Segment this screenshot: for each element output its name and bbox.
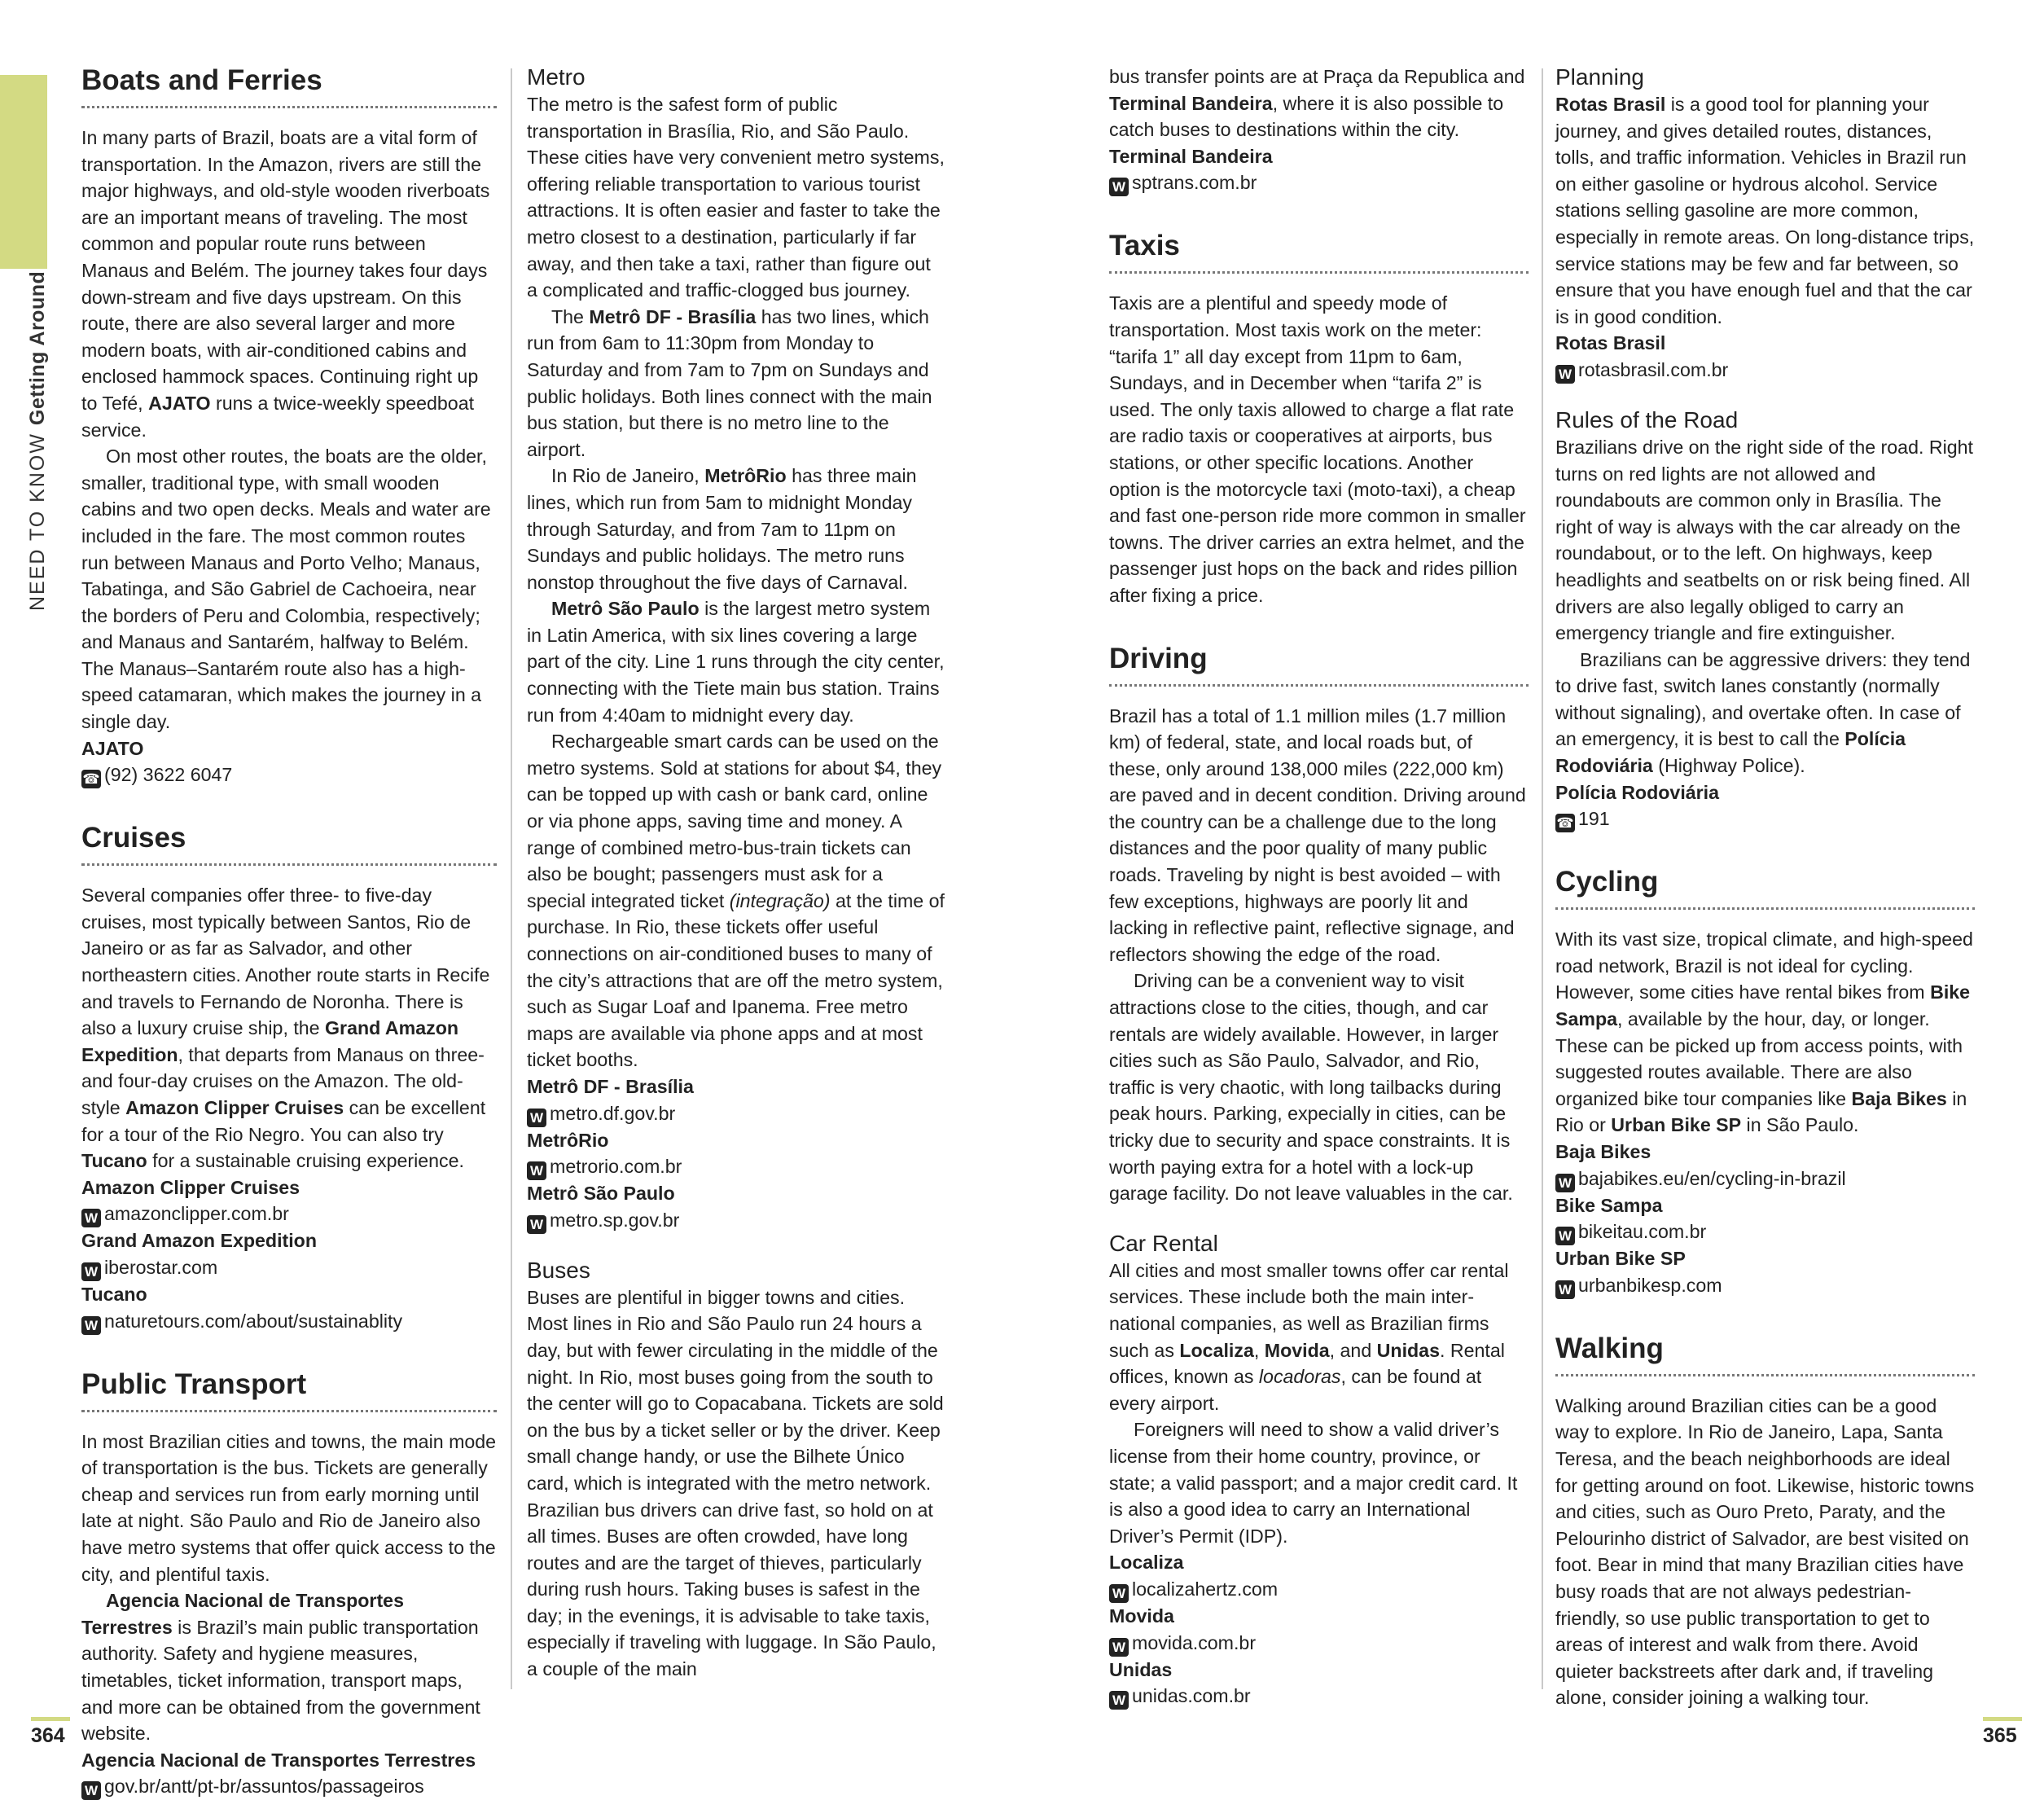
- text-run: On most other routes, the boats are the older, smaller, traditional type, with small wooden cabins and two open decks. Meals and water are included in the fare. The most common routes run between Manaus and Porto Velho; Manaus, Tabatinga, and São Gabriel de Cachoeira, near the borders of Peru and Colombia, respectively; and Manaus and Santarém, halfway to Belém. The Manaus–Santarém route also has a high-speed catamaran, which makes the journey in a single day.: [81, 446, 491, 733]
- text-run: , that departs from Manaus on three- and four-day cruises on the Amazon. The old-style: [81, 1043, 485, 1118]
- section-spacer: [1555, 384, 1975, 406]
- body-paragraph: [1109, 1416, 1529, 1549]
- text-run: In many parts of Brazil, boats are a vital form of transportation. In the Amazon, rivers are still the major highways, and old-style wooden riverboats are an important means of traveling. The most common and popular route runs between Manaus and Belém. The journey takes four days down-stream and five days upstream. On this route, there are also several larger and more modern boats, with air-conditioned cabins and enclosed hammock spaces. Continuing right up to Tefé,: [81, 127, 490, 414]
- phone-listing: [81, 762, 497, 788]
- text-run: in São Paulo.: [1741, 1114, 1859, 1136]
- page-accent-bar: [1983, 1717, 2022, 1721]
- body-paragraph: [1555, 434, 1975, 647]
- bold-term: Movida: [1264, 1339, 1330, 1361]
- body-paragraph: [1555, 1393, 1975, 1711]
- listing-name: Polícia Rodoviária: [1555, 781, 1720, 803]
- listing-name: Amazon Clipper Cruises: [81, 1176, 300, 1198]
- body-paragraph: [527, 91, 946, 304]
- page-number-right: 365: [1983, 1724, 2017, 1747]
- text-run: Brazil has a total of 1.1 million miles (1.7 million km) of federal, state, and local roads but, of these, only around 138,000 miles (222,000 km) are paved and in decent condition. Driving around the country can be a challenge due to the long distances and the poor quality of many public roads. Traveling by night is best avoided – with few exceptions, highways are poorly lit and lacking in reflective paint, reflective signage, and reflectors showing the edge of the road.: [1109, 705, 1526, 965]
- website-url: localizahertz.com: [1132, 1578, 1279, 1600]
- section-heading: Walking: [1555, 1332, 1975, 1376]
- phone-listing: [1555, 806, 1975, 832]
- italic-term: locadoras: [1258, 1366, 1341, 1388]
- text-run: (Highway Police).: [1652, 755, 1805, 777]
- section-spacer: [1555, 832, 1975, 865]
- subsection-heading: Metro: [527, 64, 586, 90]
- text-run: Taxis are a plentiful and speedy mode of transportation. Most taxis work on the meter: “tarifa 1” all day except from 11pm to 6am, Sundays, and in December when “tarifa 2” is used. The only taxis allowed to charge a flat rate are radio taxis or cooperatives at airports, bus stations, or other specific locations. Another option is the motorcycle taxi (moto-taxi), a cheap and fast one-person ride more common in smaller towns. The driver carries an extra helmet, and the passenger just hops on the back and rides pillion after fixing a price.: [1109, 292, 1526, 606]
- bold-term: MetrôRio: [704, 465, 787, 487]
- margin-topic: Getting Around: [26, 270, 49, 426]
- listing-name: Metrô São Paulo: [527, 1183, 675, 1205]
- section-spacer: [81, 788, 497, 821]
- website-listing: [1555, 1166, 1975, 1192]
- website-listing: [81, 1254, 497, 1281]
- column-2: [527, 64, 946, 1683]
- bold-term: Metrô São Paulo: [551, 598, 700, 620]
- website-url: metro.df.gov.br: [550, 1102, 676, 1124]
- body-paragraph: [527, 304, 946, 463]
- column-3: [1109, 64, 1529, 1710]
- text-run: is a good tool for planning your journey, and gives detailed routes, distances, tolls, and traffic information. Vehicles in Brazil run on either gasoline or hydrous alcohol. Service stations selling gasoline are more common, especially in remote areas. On long-distance trips, service stations may be few and far between, so ensure that you have enough fuel and that the car is in good condition.: [1555, 94, 1975, 327]
- body-paragraph: [81, 443, 497, 735]
- website-url: metro.sp.gov.br: [550, 1209, 680, 1231]
- text-run: in Rio or: [1555, 1087, 1967, 1136]
- listing-name: Baja Bikes: [1555, 1141, 1651, 1162]
- bold-term: Rotas Brasil: [1555, 94, 1666, 115]
- subsection-heading: Rules of the Road: [1555, 406, 1739, 432]
- listing-name: Bike Sampa: [1555, 1194, 1663, 1216]
- section-heading: Public Transport: [81, 1368, 497, 1412]
- text-run: , and: [1329, 1339, 1377, 1361]
- web-icon: W: [81, 1316, 101, 1335]
- bold-term: Amazon Clipper Cruises: [125, 1097, 344, 1118]
- web-icon: W: [1555, 1174, 1575, 1192]
- body-paragraph: [527, 1284, 946, 1683]
- text-run: has three main lines, which run from 5am to midnight Monday through Saturday, and from 7am to 11pm on Sundays and public holidays. The metro runs nonstop throughout the five days of Carnaval.: [527, 465, 917, 593]
- website-listing: [1555, 1272, 1975, 1299]
- text-run: Buses are plentiful in bigger towns and cities. Most lines in Rio and São Paulo run 24 hours a day, but with fewer circulating in the middle of the night. In Rio, most buses going from the south to the center will go to Copacabana. Tickets are sold on the bus by a ticket seller or by the driver. Keep small change handy, or use the Bilhete Único card, which is integrated with the metro network. Brazilian bus drivers can drive fast, so hold on at all times. Buses are often crowded, have long routes and are the target of thieves, particularly during rush hours. Taking buses is safest in the day; in the evenings, it is advisable to take taxis, especially if traveling with luggage. In São Paulo, a couple of the main: [527, 1286, 944, 1680]
- body-paragraph: [527, 595, 946, 728]
- text-run: Several companies offer three- to five-day cruises, most typically between Santos, Rio de Janeiro or as far as Salvador, and other northeastern cities. Another route starts in Recife and travels to Fernando de Noronha. There is also a luxury cruise ship, the: [81, 885, 490, 1039]
- section-spacer: [527, 1234, 946, 1257]
- bold-term: Bike Sampa: [1555, 981, 1971, 1030]
- section-spacer: [81, 1335, 497, 1368]
- website-listing: [1109, 169, 1529, 196]
- website-url: iberostar.com: [104, 1256, 218, 1278]
- web-icon: W: [1109, 1691, 1129, 1710]
- page-accent-bar: [31, 1717, 70, 1721]
- bold-term: Urban Bike SP: [1611, 1114, 1742, 1136]
- subsection-heading: Planning: [1555, 64, 1644, 90]
- body-paragraph: [1555, 647, 1975, 779]
- column-divider: [1542, 68, 1543, 1689]
- subsection-heading: Car Rental: [1109, 1230, 1218, 1256]
- subsection-heading: Buses: [527, 1257, 590, 1283]
- web-icon: W: [1555, 1227, 1575, 1245]
- text-run: The metro is the safest form of public transportation in Brasília, Rio, and São Paulo. These cities have very convenient metro systems, offering reliable transportation to various tourist attractions. It is often easier and faster to take the metro closest to a destination, particularly if far away, and then take a taxi, rather than figure out a complicated and traffic-clogged bus journey.: [527, 94, 945, 301]
- text-run: In Rio de Janeiro,: [551, 465, 705, 487]
- bold-term: Localiza: [1179, 1339, 1254, 1361]
- web-icon: W: [81, 1781, 101, 1800]
- page-number-left: 364: [31, 1724, 65, 1747]
- website-url: urbanbikesp.com: [1578, 1274, 1722, 1296]
- italic-term: (integração): [729, 889, 831, 911]
- bold-term: Tucano: [81, 1150, 147, 1172]
- text-run: bus transfer points are at Praça da Republica and: [1109, 66, 1525, 87]
- text-run: runs a twice-weekly speedboat service.: [81, 392, 475, 441]
- web-icon: W: [527, 1215, 546, 1234]
- listing-name: Tucano: [81, 1283, 147, 1305]
- body-paragraph: [1109, 64, 1529, 143]
- section-heading: Cycling: [1555, 865, 1975, 910]
- listing-name: Metrô DF - Brasília: [527, 1075, 694, 1097]
- section-heading: Cruises: [81, 821, 497, 866]
- text-run: , where it is also possible to catch buses to destinations within the city.: [1109, 92, 1504, 141]
- body-paragraph: [1109, 1258, 1529, 1417]
- website-listing: [527, 1100, 946, 1127]
- website-url: metrorio.com.br: [550, 1156, 682, 1178]
- website-listing: [1555, 357, 1975, 384]
- web-icon: W: [1555, 365, 1575, 384]
- phone-number: (92) 3622 6047: [104, 764, 233, 786]
- section-spacer: [1109, 1207, 1529, 1230]
- text-run: The: [551, 305, 590, 327]
- web-icon: W: [81, 1209, 101, 1227]
- text-run: In most Brazilian cities and towns, the main mode of transportation is the bus. Tickets are generally cheap and services run from early morning until late at night. São Paulo and Rio de Janeiro also have metro systems that offer quick access to the city, and plentiful taxis.: [81, 1430, 497, 1585]
- website-url: unidas.com.br: [1132, 1685, 1251, 1707]
- listing-name: Rotas Brasil: [1555, 332, 1666, 354]
- text-run: Foreigners will need to show a valid driver’s license from their home country, province, or state; a valid passport; and a major credit card. It is also a good idea to carry an International Driver’s Permit (IDP).: [1109, 1419, 1518, 1547]
- listing-name: AJATO: [81, 737, 144, 759]
- website-listing: [1109, 1576, 1529, 1603]
- website-url: bikeitau.com.br: [1578, 1221, 1707, 1243]
- section-heading: Taxis: [1109, 229, 1529, 274]
- bold-term: Unidas: [1376, 1339, 1440, 1361]
- text-run: is Brazil’s main public transportation authority. Safety and hygiene measures, timetables, ticket information, transport maps, and more can be obtained from the government website.: [81, 1616, 480, 1745]
- website-listing: [1109, 1683, 1529, 1710]
- body-paragraph: [527, 728, 946, 1073]
- body-paragraph: [81, 1429, 497, 1588]
- section-spacer: [1109, 609, 1529, 642]
- bold-term: Agencia Nacional de Transportes Terrestres: [81, 1590, 404, 1638]
- column-1: [81, 64, 497, 1800]
- text-run: Walking around Brazilian cities can be a good way to explore. In Rio de Janeiro, Lapa, Santa Teresa, and the beach neighborhoods are ideal for getting around on foot. Likewise, historic towns and cities, such as Ouro Preto, Paraty, and the Pelourinho district of Salvador, are best visited on foot. Bear in mind that many Brazilian cities have busy roads that are not always pedestrian-friendly, so use public transportation to get to areas of interest and walk from there. Avoid quieter backstreets after dark and, if traveling alone, consider joining a walking tour.: [1555, 1394, 1975, 1709]
- web-icon: W: [81, 1262, 101, 1281]
- column-4: [1555, 64, 1975, 1711]
- text-run: Rechargeable smart cards can be used on the metro systems. Sold at stations for about $4, they can be topped up with cash or bank card, online or via phone apps, saving time and money. A range of combined metro-bus-train tickets can also be bought; passengers must ask for a special integrated ticket: [527, 731, 942, 911]
- body-paragraph: [527, 463, 946, 595]
- web-icon: W: [527, 1109, 546, 1127]
- section-spacer: [1109, 196, 1529, 229]
- website-url: movida.com.br: [1132, 1631, 1257, 1653]
- listing-name: Unidas: [1109, 1658, 1173, 1680]
- phone-icon: ☎: [1556, 815, 1574, 832]
- website-listing: [81, 1773, 497, 1800]
- bold-term: AJATO: [148, 392, 211, 414]
- website-listing: [527, 1153, 946, 1180]
- text-run: for a sustainable cruising experience.: [147, 1150, 464, 1172]
- listing-name: Urban Bike SP: [1555, 1248, 1686, 1270]
- listing-name: Terminal Bandeira: [1109, 145, 1273, 167]
- website-listing: [1555, 1218, 1975, 1245]
- web-icon: W: [1109, 178, 1129, 196]
- body-paragraph: [1555, 91, 1975, 330]
- listing-name: Movida: [1109, 1605, 1174, 1627]
- text-run: has two lines, which run from 6am to 11:30pm from Monday to Saturday and from 7am to 7pm on Sundays and public holidays. Both lines connect with the main bus station, but there is no metro line to the airport.: [527, 305, 932, 460]
- website-url: amazonclipper.com.br: [104, 1203, 289, 1225]
- listing-name: MetrôRio: [527, 1129, 609, 1151]
- phone-icon: ☎: [82, 771, 100, 788]
- website-listing: [81, 1201, 497, 1227]
- text-run: at the time of purchase. In Rio, these tickets offer useful connections on air-conditioned buses to many of the city’s attractions that are off the metro system, such as Sugar Loaf and Ipanema. Free metro maps are available via phone apps and at most ticket booths.: [527, 889, 945, 1071]
- body-paragraph: [1109, 703, 1529, 968]
- website-url: gov.br/antt/pt-br/assuntos/passageiros: [104, 1776, 424, 1798]
- body-paragraph: [81, 125, 497, 443]
- body-paragraph: [1555, 926, 1975, 1139]
- website-url: naturetours.com/about/sustainablity: [104, 1310, 403, 1332]
- body-paragraph: [1109, 290, 1529, 608]
- text-run: Driving can be a convenient way to visit attractions close to the cities, though, and car rentals are widely available. However, in larger cities such as São Paulo, Salvador, and Rio, traffic is very chaotic, with long tailbacks during peak hours. Parking, expecially in cities, can be tricky due to security and space constraints. It is worth paying extra for a hotel with a lock-up garage facility. Do not leave valuables in the car.: [1109, 970, 1513, 1205]
- text-run: , can be found at every airport.: [1109, 1366, 1482, 1414]
- bold-term: Metrô DF - Brasília: [589, 305, 757, 327]
- website-listing: [527, 1207, 946, 1234]
- website-listing: [1109, 1630, 1529, 1657]
- text-run: ,: [1253, 1339, 1265, 1361]
- bold-term: Grand Amazon Expedition: [81, 1017, 459, 1065]
- column-divider: [511, 68, 512, 1689]
- text-run: is the largest metro system in Latin America, with six lines covering a large part of the city. Line 1 runs through the city center, connecting with the Tiete main bus station. Trains run from 4:40am to midnight every day.: [527, 598, 945, 726]
- web-icon: W: [1555, 1280, 1575, 1299]
- web-icon: W: [1109, 1638, 1129, 1657]
- listing-name: Localiza: [1109, 1552, 1184, 1574]
- bold-term: Terminal Bandeira: [1109, 92, 1273, 114]
- bold-term: Baja Bikes: [1851, 1087, 1947, 1109]
- section-tab: [0, 75, 47, 269]
- text-run: All cities and most smaller towns offer car rental services. These include both the main inter-national companies, as well as Brazilian firms such as: [1109, 1259, 1509, 1361]
- website-url: rotasbrasil.com.br: [1578, 358, 1729, 380]
- section-heading: Driving: [1109, 642, 1529, 687]
- text-run: can be excellent for a tour of the Rio Negro. You can also try: [81, 1097, 486, 1145]
- text-run: . Rental offices, known as: [1109, 1339, 1505, 1388]
- margin-section: NEED TO KNOW: [26, 432, 49, 611]
- text-run: Brazilians can be aggressive drivers: they tend to drive fast, switch lanes constantly (normally without signaling), and overtake often. In case of an emergency, it is best to call the: [1555, 648, 1971, 750]
- website-listing: [81, 1308, 497, 1335]
- text-run: With its vast size, tropical climate, and high-speed road network, Brazil is not ideal for cycling. However, some cities have rental bikes from: [1555, 929, 1973, 1003]
- body-paragraph: [1109, 968, 1529, 1206]
- web-icon: W: [1109, 1584, 1129, 1603]
- body-paragraph: [81, 882, 497, 1174]
- listing-name: Agencia Nacional de Transportes Terrestres: [81, 1749, 476, 1771]
- bold-term: Polícia Rodoviária: [1555, 728, 1906, 777]
- body-paragraph: [81, 1587, 497, 1747]
- web-icon: W: [527, 1161, 546, 1180]
- section-spacer: [1555, 1299, 1975, 1332]
- text-run: , available by the hour, day, or longer. These can be picked up from access points, with suggested routes available. There are also organized bike tour companies like: [1555, 1008, 1963, 1109]
- section-heading: Boats and Ferries: [81, 64, 497, 108]
- listing-name: Grand Amazon Expedition: [81, 1230, 318, 1252]
- website-url: bajabikes.eu/en/cycling-in-brazil: [1578, 1167, 1846, 1189]
- text-run: Brazilians drive on the right side of the road. Right turns on red lights are not allowed and roundabouts are common only in Brasília. The right of way is always with the car already on the roundabout, or to the left. On highways, keep headlights and seatbelts on or risk being fined. All drivers are also legally obliged to carry an emergency triangle and fire extinguisher.: [1555, 436, 1973, 644]
- website-url: sptrans.com.br: [1132, 172, 1257, 194]
- phone-number: 191: [1578, 808, 1610, 830]
